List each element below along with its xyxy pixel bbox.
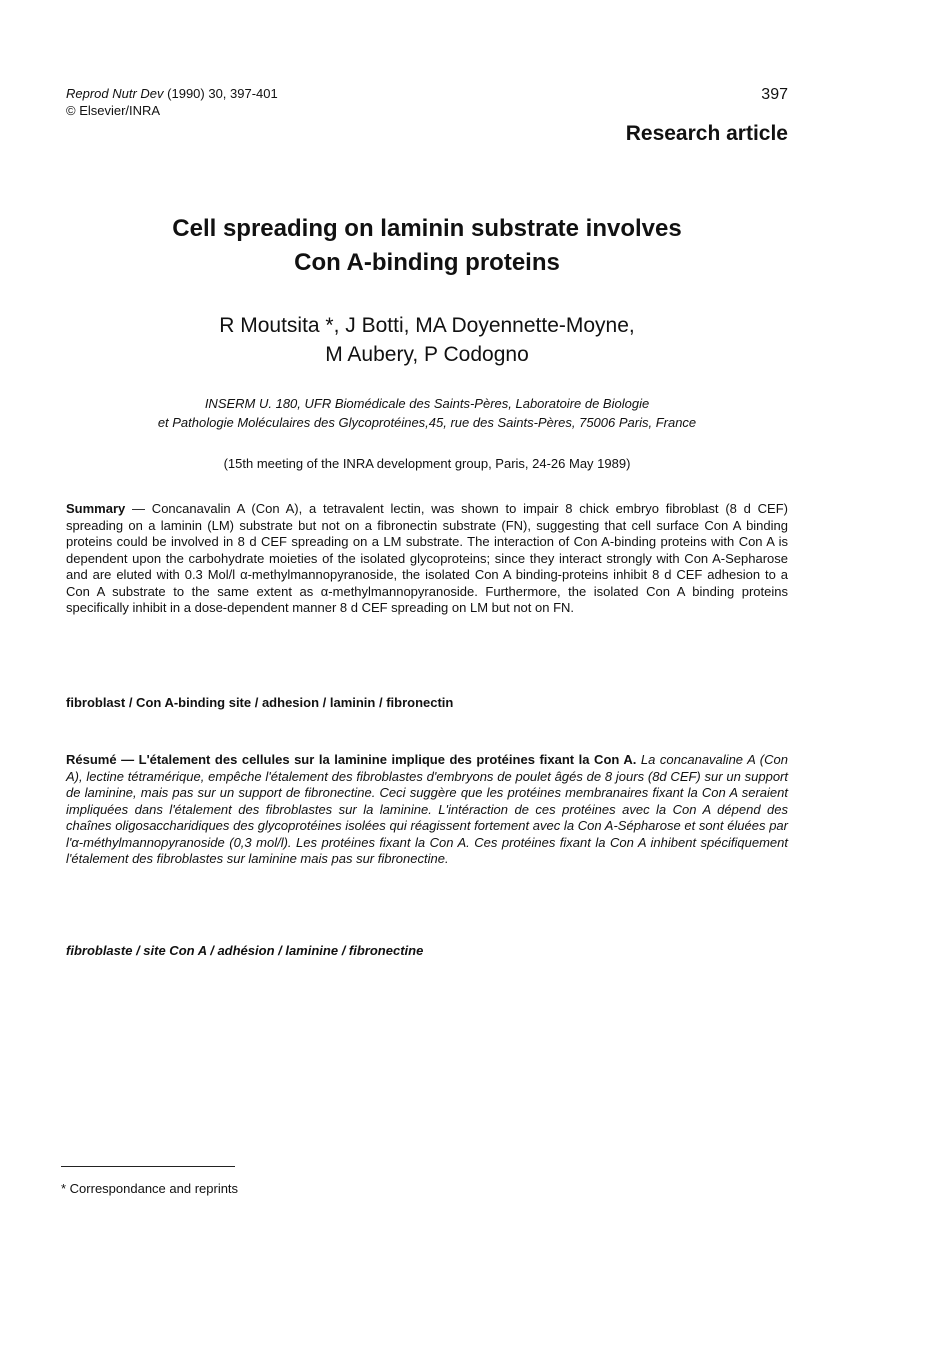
author-list	[66, 311, 788, 369]
article-type-label: Research article	[625, 122, 788, 145]
meeting-note: (15th meeting of the INRA development group, Paris, 24-26 May 1989)	[223, 456, 631, 471]
affiliation-line: et Pathologie Moléculaires des Glycoprotéines,45, rue des Saints-Pères, 75006 Paris, France	[157, 415, 697, 430]
title-line: Cell spreading on laminin substrate involves	[172, 215, 682, 242]
journal-abbrev: Reprod Nutr Dev	[66, 86, 164, 101]
summary-heading: Summary	[66, 501, 126, 516]
summary-abstract	[66, 501, 788, 617]
journal-citation	[66, 86, 278, 102]
publisher-copyright: © Elsevier/INRA	[66, 103, 161, 118]
keywords-french: fibroblaste / site Con A / adhésion / laminine / fibronectine	[66, 943, 424, 958]
summary-text: — Concanavalin A (Con A), a tetravalent lectin, was shown to impair 8 chick embryo fibroblast (8 d CEF) spreading on a laminin (LM) substrate but not on a fibronectin substrate (FN), suggesting that cell surface Con A binding proteins could be involved in 8 d CEF spreading on a LM substrate. The interaction of Con A-binding proteins with Con A is dependent upon the carbohydrate moieties of the isolated glycoproteins; since they interact strongly with Con A-Sepharose and are eluted with 0.3 Mol/l α-methylmannopyranoside, the isolated Con A binding-proteins inhibit 8 d CEF adhesion to a Con A substrate to the same extent as α-methylmannopyranoside. Furthermore, the isolated Con A binding proteins specifically inhibit in a dose-dependent manner 8 d CEF spreading on LM but not on FN.	[66, 501, 788, 615]
article-title	[66, 212, 788, 280]
title-line: Con A-binding proteins	[294, 249, 560, 276]
page-number: 397	[761, 86, 788, 103]
authors-line: R Moutsita *, J Botti, MA Doyennette-Moyne,	[219, 314, 635, 337]
authors-line: M Aubery, P Codogno	[325, 343, 529, 366]
affiliation-line: INSERM U. 180, UFR Biomédicale des Saints-Pères, Laboratoire de Biologie	[204, 396, 650, 411]
keywords-english: fibroblast / Con A-binding site / adhesion / laminin / fibronectin	[66, 695, 454, 710]
affiliation	[66, 394, 788, 432]
resume-abstract	[66, 752, 788, 868]
footnote-divider	[61, 1166, 235, 1167]
resume-heading: Résumé — L'étalement des cellules sur la laminine implique des protéines fixant la Con A.	[66, 752, 637, 767]
journal-details: (1990) 30, 397-401	[163, 86, 278, 101]
footnote: * Correspondance and reprints	[61, 1181, 239, 1196]
resume-text: La concanavaline A (Con A), lectine tétramérique, empêche l'étalement des fibroblastes d'embryons de poulet âgés de 8 jours (8d CEF) sur un support de laminine, mais pas sur un support de fibronectine. Ceci suggère que les protéines membranaires fixant la Con A seraient impliquées dans l'étalement des fibroblastes sur la laminine. L'intéraction de ces protéines avec la Con A dépend des chaînes oligosaccharidiques des glycoprotéines isolées qui réagissent fortement avec la Con A-Sépharose et sont éluées par l'α-méthylmannopyranoside (0,3 mol/l). Les protéines fixant la Con A. Ces protéines fixant la Con A inhibent spécifiquement l'étalement des fibroblastes sur laminine mais pas sur fibronectine.	[66, 752, 788, 866]
